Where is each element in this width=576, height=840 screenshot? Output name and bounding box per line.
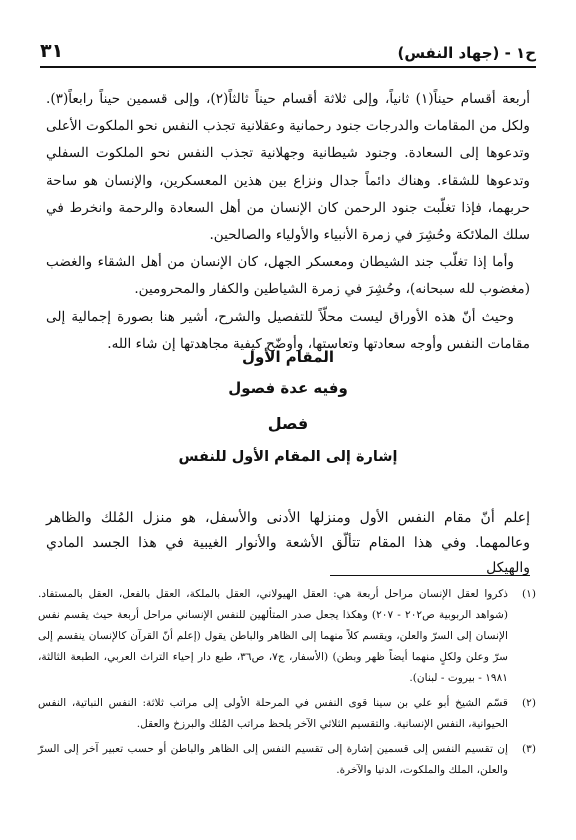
section-headings xyxy=(46,346,530,469)
section-title: إشارة إلى المقام الأول للنفس xyxy=(178,449,398,465)
footnote-number: (٢) xyxy=(522,697,536,709)
footnote-text: إن تقسيم النفس إلى قسمين إشارة إلى تقسيم النفس إلى الظاهر والباطن أو حسب تعبير آخر إلى السرّ والعلن، الملك والملكوت، الدنيا والآخرة. xyxy=(38,743,508,776)
chapter-heading: المقام الأول xyxy=(241,348,335,366)
footnote xyxy=(38,739,536,781)
running-title: ح١ - (جهاد النفس) xyxy=(397,44,536,62)
footnote xyxy=(38,693,536,735)
body-text xyxy=(46,86,530,358)
footnote-text: قسّم الشيخ أبو علي بن سينا قوى النفس في المرحلة الأولى إلى مراتب ثلاثة: النفس النباتية، النفس الحيوانية، النفس الإنسانية. والتقسيم الثلاثي الآخر يلحظ مراتب المُلك والبرزخ والعقل. xyxy=(38,697,508,730)
section-heading: فصل xyxy=(267,414,309,433)
body-paragraph: وحيث أنّ هذه الأوراق ليست محلّاً للتفصيل والشرح، أشير هنا بصورة إجمالية إلى مقامات النفس وأوجه سعادتها وتعاستها، وأوضّح كيفية مجاهدتها إن شاء الله. xyxy=(46,308,530,352)
footnote-text: ذكروا لعقل الإنسان مراحل أربعة هي: العقل الهيولاني، العقل بالملكة، العقل بالفعل، العقل بالمستفاد. (شواهد الربوبية ص٢٠٢ - ٢٠٧) وهكذا يجعل صدر المتألهين للنفس الإنساني مراحل أربعة حيث يقسم نفس الإنسان إلى السرّ والعلن، ويقسم كلاً منهما إلى الظاهر والباطن يقول (إعلم أنّ القرآن كالإنسان ينقسم إلى سرّ وعلن ولكلٍ منهما أيضاً ظهر وبطن) (الأسفار، ج٧، ص٣٦، طبع دار إحياء التراث العربي، الطبعة الثالثة، ١٩٨١ - بيروت - لبنان). xyxy=(38,588,508,684)
chapter-subheading: وفيه عدة فصول xyxy=(228,379,348,397)
footnote xyxy=(38,584,536,689)
section-text: إعلم أنّ مقام النفس الأول ومنزلها الأدنى والأسفل، هو منزل المُلك والظاهر وعالمهما. وفي هذا المقام تتألّق الأشعة والأنوار الغيبية في هذا الجسد المادي والهيكل xyxy=(46,510,530,576)
footnote-number: (١) xyxy=(522,588,536,600)
footnote-divider xyxy=(330,575,530,576)
footnote-number: (٣) xyxy=(522,743,536,755)
running-header xyxy=(40,38,536,68)
page-number: ٣١ xyxy=(40,40,64,62)
body-paragraph: وأما إذا تغلّب جند الشيطان ومعسكر الجهل، كان الإنسان من أهل الشقاء والغضب (مغضوب لله سبحانه)، وحُشِرَ في زمرة الشياطين والكفار والمحرومين. xyxy=(46,254,530,298)
footnotes xyxy=(38,584,536,781)
body-paragraph: أربعة أقسام حيناً(١) ثانياً، وإلى ثلاثة أقسام حيناً ثالثاً(٢)، وإلى قسمين حيناً رابعاً(٣). ولكل من المقامات والدرجات جنود رحمانية وعقلانية تجذب النفس نحو الملكوت الأعلى وتدعوها إلى السعادة. وجنود شيطانية وجهلانية تجذب النفس نحو الملكوت السفلي وتدعوها للشقاء. وهناك دائماً جدال ونزاع بين هذين المعسكرين، والإنسان هو ساحة حربهما، فإذا تغلّبت جنود الرحمن كان الإنسان من أهل السعادة والرحمة وانخرط في سلك الملائكة وحُشِرَ في زمرة الأنبياء والأولياء والصالحين. xyxy=(46,91,530,244)
